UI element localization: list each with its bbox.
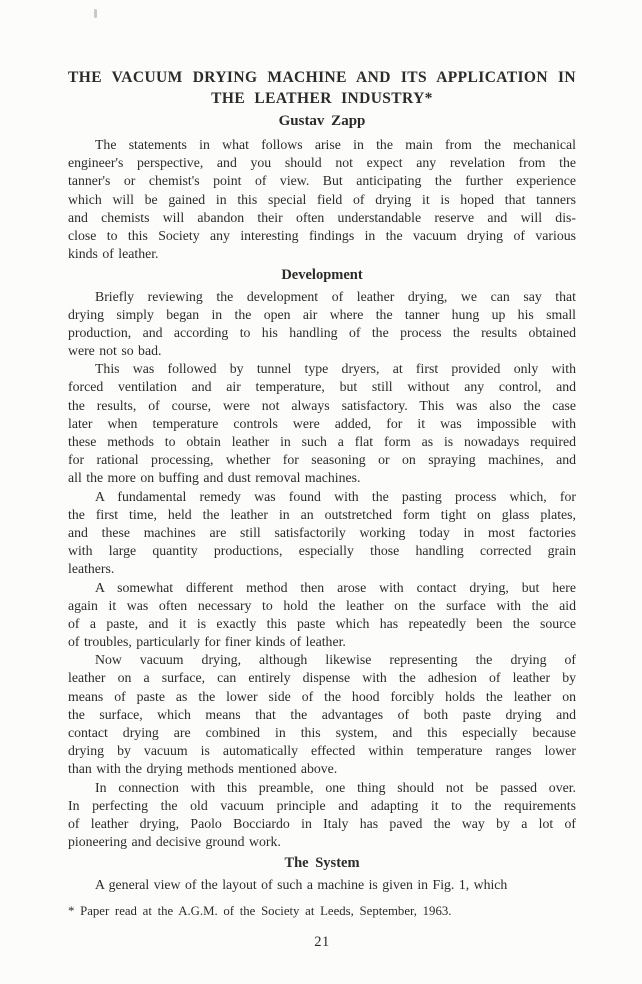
paragraph-line: contact drying are combined in this system, and this especially because — [68, 725, 576, 741]
paragraph-line: pioneering and decisive ground work. — [68, 834, 281, 850]
paragraph-line: A general view of the layout of such a machine is given in Fig. 1, which — [95, 876, 508, 892]
paragraph — [68, 579, 576, 652]
paragraph — [68, 136, 576, 263]
paragraph — [68, 651, 576, 778]
paragraph-line: the surface, which means that the advantages of both paste drying and — [68, 706, 576, 722]
paragraph-line: drying simply began in the open air where the tanner hung up his small — [68, 306, 576, 322]
title-line: THE LEATHER INDUSTRY* — [211, 90, 433, 107]
paragraph-line: with large quantity productions, especially those handling corrected grain — [68, 543, 576, 559]
paragraph-line: were not so bad. — [68, 343, 162, 359]
paragraph — [68, 360, 576, 487]
paragraph-line: Briefly reviewing the development of leather drying, we can say that — [95, 288, 576, 304]
paragraph-line: In perfecting the old vacuum principle and adapting it to the requirements — [68, 797, 576, 813]
article-author: Gustav Zapp — [278, 113, 366, 129]
paragraph-line: later when temperature controls were added, for it was impossible with — [68, 415, 576, 431]
article-body — [68, 136, 576, 894]
paragraph-line: of a paste, and it is exactly this paste which has repeatedly been the source — [68, 615, 576, 631]
paragraph-line: means of paste as the lower side of the hood forcibly holds the leather on — [68, 688, 576, 704]
paragraph — [68, 288, 576, 361]
footnote: * Paper read at the A.G.M. of the Society at Leeds, September, 1963. — [68, 903, 452, 918]
paragraph-line: again it was often necessary to hold the leather on the surface with the aid — [68, 597, 576, 613]
paragraph-line: The statements in what follows arise in the main from the mechanical — [95, 137, 576, 152]
article-title — [68, 68, 576, 109]
paragraph-line: of troubles, particularly for finer kinds of leather. — [68, 634, 346, 650]
paragraph-line: In connection with this preamble, one thing should not be passed over. — [95, 779, 576, 795]
paragraph-line: leathers. — [68, 561, 115, 577]
paragraph — [68, 488, 576, 579]
paragraph-line: A somewhat different method then arose with contact drying, but here — [95, 579, 576, 595]
paragraph-line: these methods to obtain leather in such a flat form as is nowadays required — [68, 434, 576, 450]
paragraph-line: of leather drying, Paolo Bocciardo in Italy has paved the way by a lot of — [68, 815, 576, 831]
paragraph-line: drying by vacuum is automatically effected within temperature ranges lower — [68, 743, 576, 759]
paragraph-line: the results, of course, were not always satisfactory. This was also the case — [68, 397, 576, 413]
paragraph-line: This was followed by tunnel type dryers, at first provided only with — [95, 361, 576, 377]
title-line: THE VACUUM DRYING MACHINE AND ITS APPLICATION IN — [68, 69, 576, 86]
paragraph-line: than with the drying methods mentioned above. — [68, 761, 338, 777]
paragraph-line: and these machines are still satisfactorily working today in most factories — [68, 524, 576, 540]
paragraph — [68, 779, 576, 852]
paragraph-line: kinds of leather. — [68, 246, 159, 262]
paragraph-line: for rational processing, whether for seasoning or on spraying machines, and — [68, 452, 576, 468]
paragraph-line: leather on a surface, can entirely dispense with the adhesion of leather by — [68, 670, 576, 686]
paragraph-line: production, and according to his handling of the process the results obtained — [68, 324, 576, 340]
section-heading: The System — [284, 855, 360, 872]
paragraph-line: tanner's or chemist's point of view. But anticipating the further experience — [68, 173, 576, 189]
section-heading: Development — [281, 267, 363, 284]
paragraph-line: which will be gained in this special field of drying it is hoped that tanners — [68, 191, 576, 207]
paragraph-line: close to this Society any interesting findings in the vacuum drying of various — [68, 227, 576, 243]
scan-artifact — [94, 9, 97, 18]
paragraph-line: Now vacuum drying, although likewise representing the drying of — [95, 652, 576, 668]
paragraph-line: engineer's perspective, and you should not expect any revelation from the — [68, 155, 576, 171]
text-column — [68, 68, 576, 951]
paragraph-line: all the more on buffing and dust removal machines. — [68, 470, 361, 486]
paragraph-line: the first time, held the leather in an outstretched form tight on glass plates, — [68, 506, 576, 522]
paragraph-line: A fundamental remedy was found with the pasting process which, for — [95, 488, 576, 504]
paragraph-line: forced ventilation and air temperature, but still without any control, and — [68, 379, 576, 395]
paragraph-line: and chemists will abandon their often understandable reserve and will dis- — [68, 209, 576, 225]
paragraph — [68, 876, 576, 894]
page-number: 21 — [314, 933, 330, 950]
